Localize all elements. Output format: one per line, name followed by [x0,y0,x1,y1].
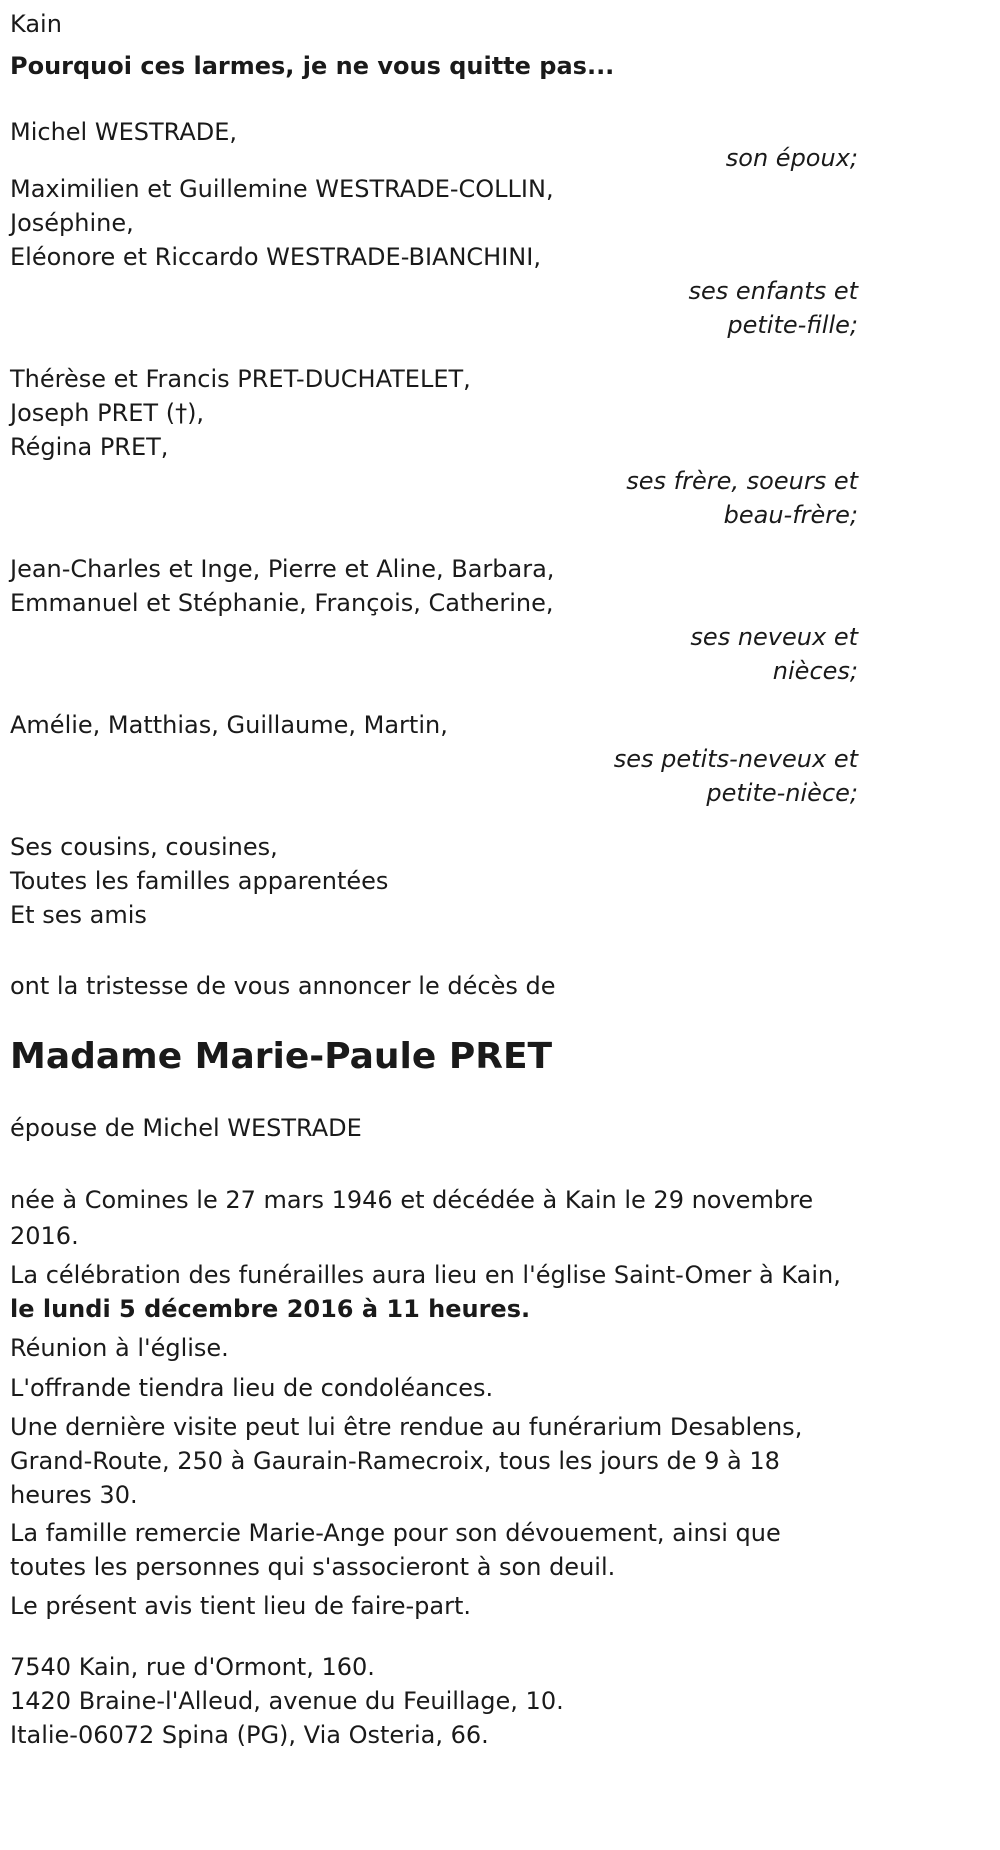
address-line: 1420 Braine-l'Alleud, avenue du Feuillage, 10. [10,1687,564,1715]
location: Kain [10,10,62,38]
family-name: Joseph PRET (†), [10,399,205,427]
thanks-info: La famille remercie Marie-Ange pour son dévouement, ainsi que toutes les personnes qui s'associeront à son deuil. [10,1519,781,1581]
funeral-details [10,1258,858,1326]
funeral-text: La célébration des funérailles aura lieu en l'église Saint-Omer à Kain, [10,1261,841,1289]
relation-label: ses petits-neveux et [613,745,858,773]
birth-death-dates: née à Comines le 27 mars 1946 et décédée à Kain le 29 novembre 2016. [10,1186,814,1250]
address-line: Italie-06072 Spina (PG), Via Osteria, 66. [10,1721,489,1749]
visit-info: Une dernière visite peut lui être rendue au funérarium Desablens, Grand-Route, 250 à Gaurain-Ramecroix, tous les jours de 9 à 18 heures 30. [10,1413,803,1509]
relation-label: ses enfants et [688,277,858,305]
deceased-name: Madame Marie-Paule PRET [10,1036,553,1077]
family-name: Thérèse et Francis PRET-DUCHATELET, [10,365,471,393]
relation-label: petite-nièce; [706,779,858,807]
other-relatives-line: Ses cousins, cousines, [10,833,278,861]
family-name: Eléonore et Riccardo WESTRADE-BIANCHINI, [10,243,541,271]
notice-info: Le présent avis tient lieu de faire-part. [10,1592,472,1620]
epigraph: Pourquoi ces larmes, je ne vous quitte pas... [10,52,615,80]
family-name: Régina PRET, [10,433,169,461]
relation-label: petite-fille; [727,311,858,339]
family-group-children [10,172,858,342]
family-group-spouse [10,112,858,178]
announcement: ont la tristesse de vous annoncer le décès de [10,972,556,1000]
offering-info: L'offrande tiendra lieu de condoléances. [10,1374,494,1402]
spouse-line: épouse de Michel WESTRADE [10,1114,362,1142]
addresses [10,1650,858,1752]
family-name: Amélie, Matthias, Guillaume, Martin, [10,711,448,739]
other-relatives-line: Toutes les familles apparentées [10,867,389,895]
family-group-nephews [10,552,858,688]
other-relatives-line: Et ses amis [10,901,147,929]
family-name: Michel WESTRADE, [10,118,238,146]
family-name: Jean-Charles et Inge, Pierre et Aline, Barbara, [10,555,555,583]
relation-label: ses neveux et [690,623,858,651]
relation-label: beau-frère; [723,501,858,529]
family-group-siblings [10,362,858,532]
family-name: Emmanuel et Stéphanie, François, Catherine, [10,589,554,617]
relation-label: nièces; [772,657,858,685]
family-name: Joséphine, [10,209,134,237]
meeting-info: Réunion à l'église. [10,1334,229,1362]
funeral-date: le lundi 5 décembre 2016 à 11 heures. [10,1295,531,1323]
family-name: Maximilien et Guillemine WESTRADE-COLLIN, [10,175,554,203]
relation-label: son époux; [725,144,858,172]
other-relatives [10,830,858,932]
relation-label: ses frère, soeurs et [626,467,858,495]
address-line: 7540 Kain, rue d'Ormont, 160. [10,1653,375,1681]
family-group-grand-nephews [10,708,858,810]
